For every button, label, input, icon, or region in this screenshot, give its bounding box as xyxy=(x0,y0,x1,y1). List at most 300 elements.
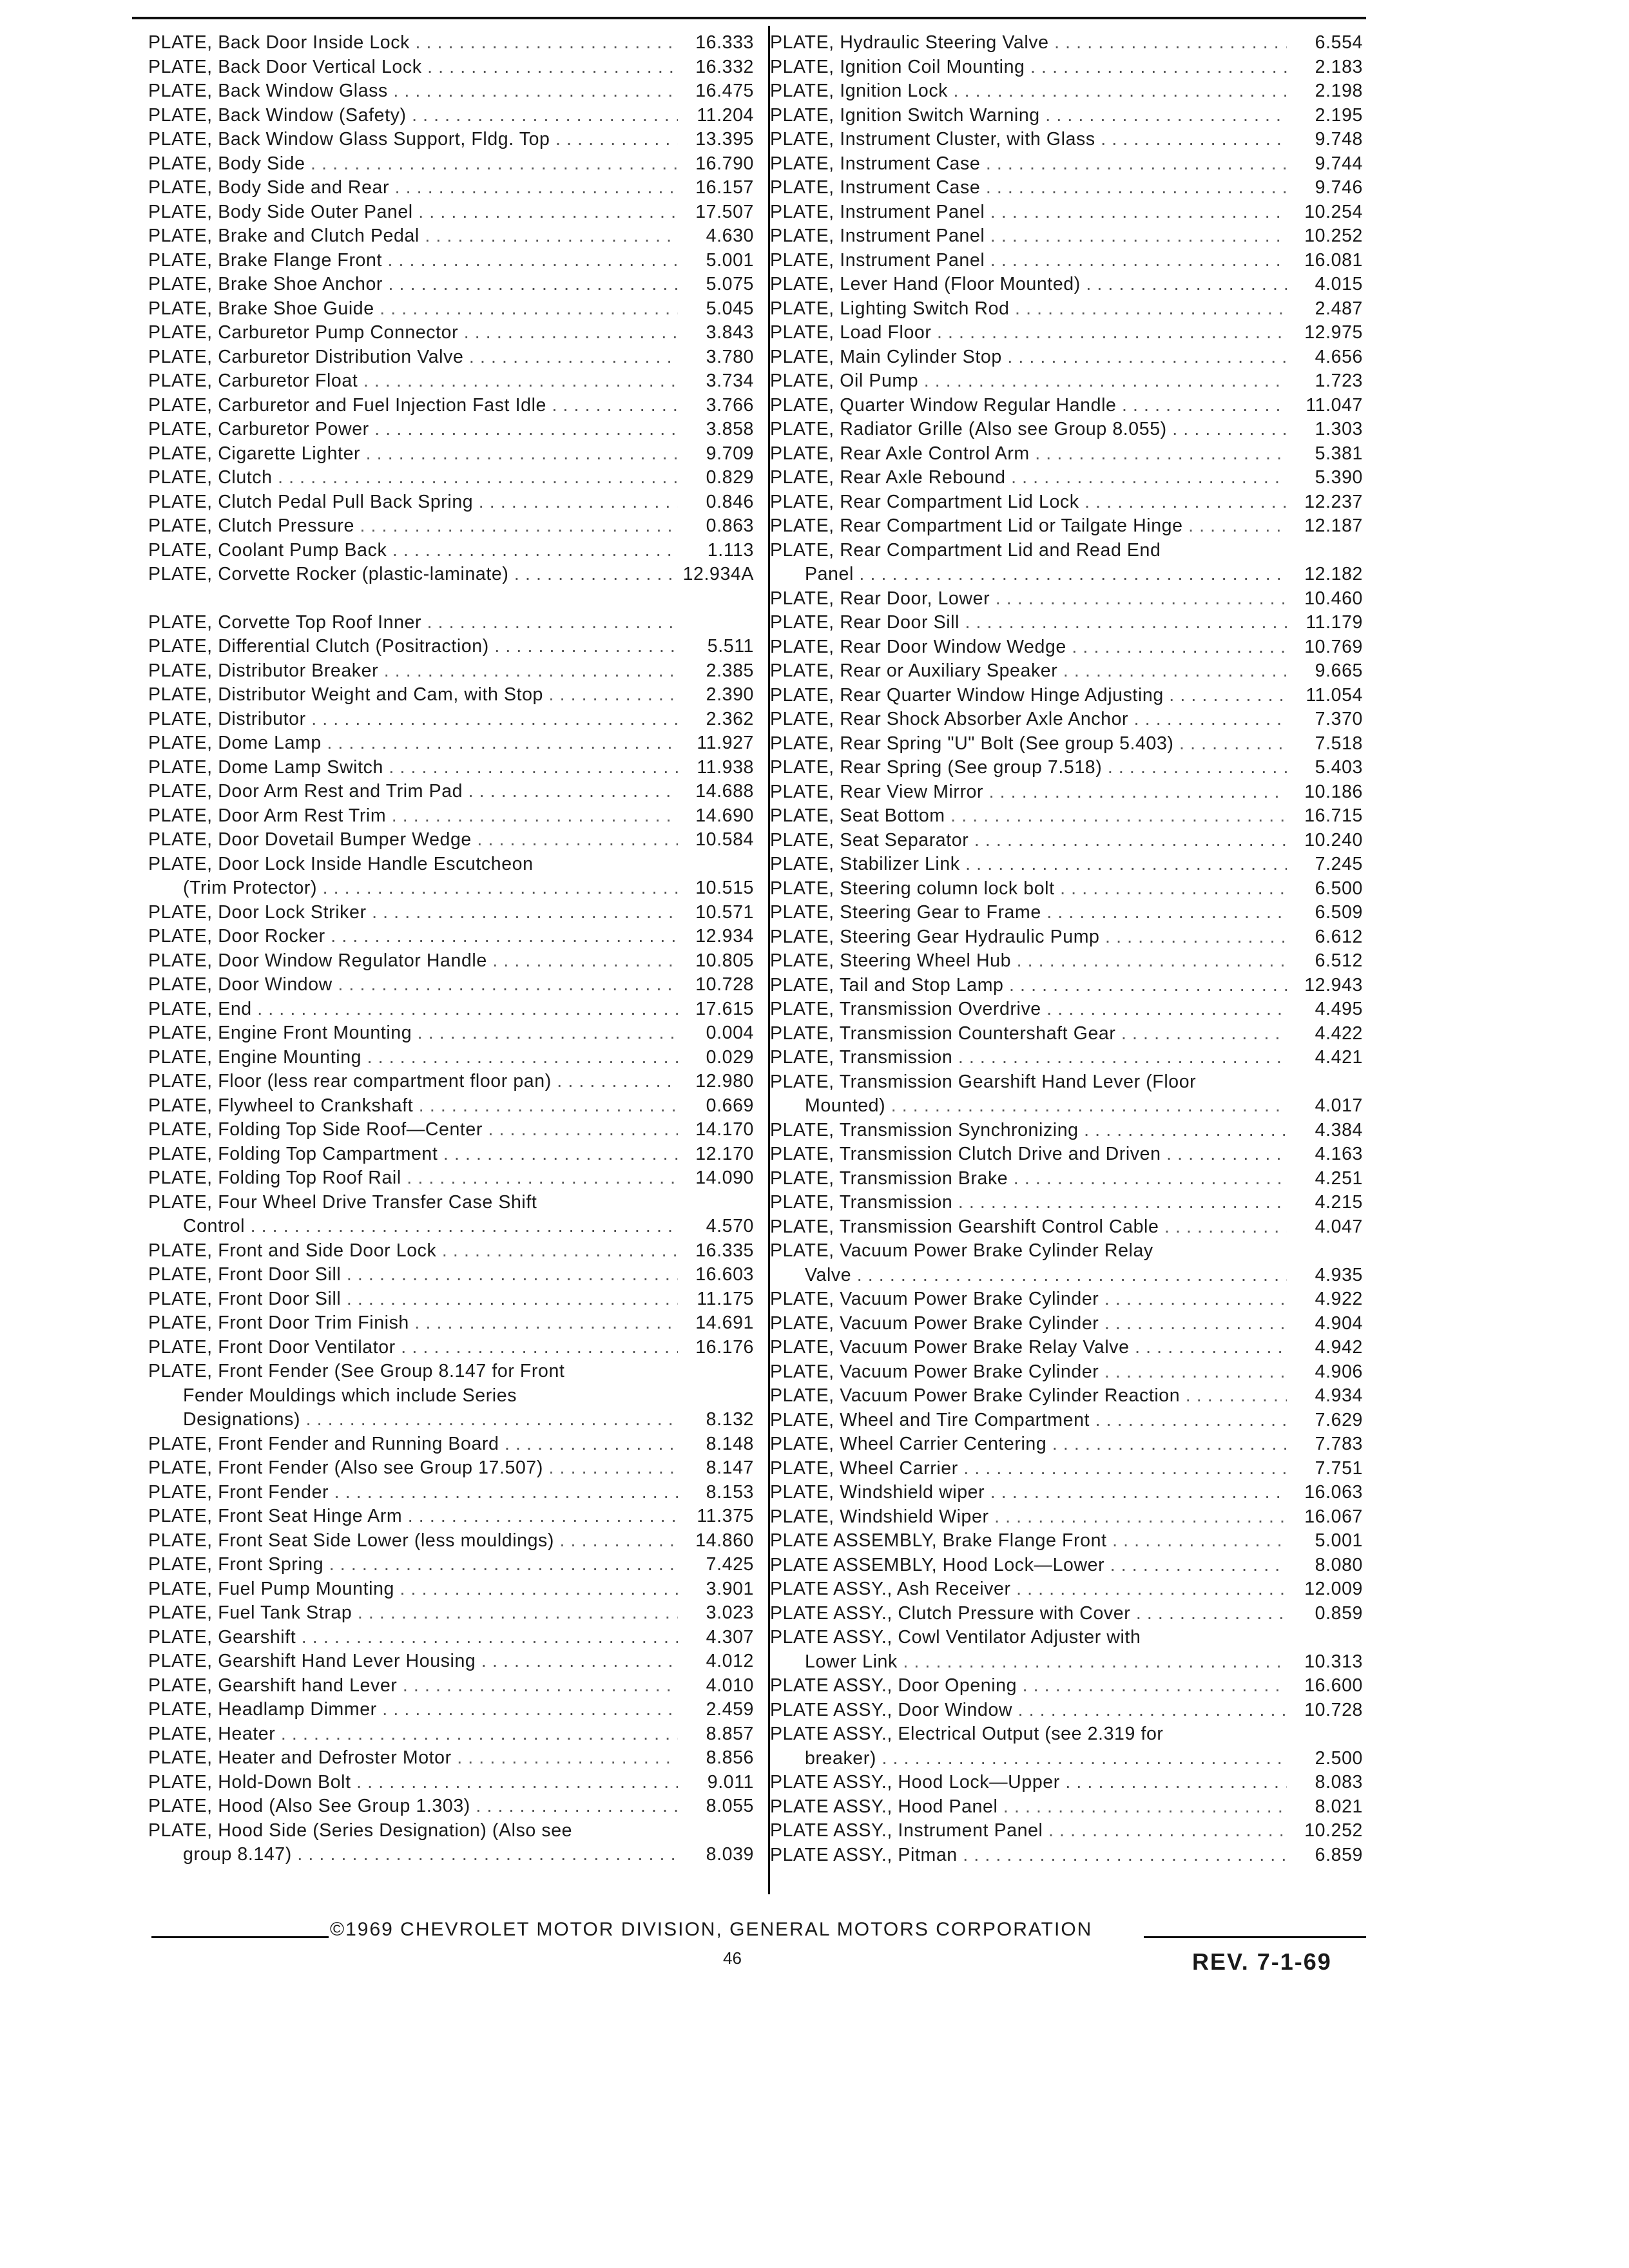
entry-name: PLATE ASSY., Hood Panel . . . xyxy=(770,1795,1287,1820)
index-entry xyxy=(770,1553,1363,1578)
index-entry xyxy=(148,1819,754,1867)
index-entry xyxy=(148,1504,754,1529)
index-entry xyxy=(148,514,754,539)
entry-name: PLATE, Front Seat Hinge Arm . . . xyxy=(148,1504,678,1529)
entry-name: PLATE, Distributor Breaker . . . xyxy=(148,659,678,684)
entry-continuation xyxy=(148,1408,754,1432)
index-entry xyxy=(148,1626,754,1650)
entry-name: PLATE, Hood (Also See Group 1.303) . . . xyxy=(148,1794,678,1819)
index-entry xyxy=(770,925,1363,950)
entry-name: PLATE, Engine Mounting . . . xyxy=(148,1046,678,1070)
index-entry xyxy=(148,394,754,418)
entry-group-number: 8.132 xyxy=(706,1409,754,1430)
entry-group-number: 8.080 xyxy=(1315,1554,1363,1575)
entry-group-number: 16.063 xyxy=(1304,1482,1363,1503)
entry-group-number: 3.023 xyxy=(706,1602,754,1623)
index-entry xyxy=(148,707,754,732)
entry-name-continued: breaker) . . . xyxy=(770,1747,1287,1771)
index-entry xyxy=(148,200,754,225)
index-entry xyxy=(148,1287,754,1312)
entry-name: PLATE, Front Door Sill . . . xyxy=(148,1263,678,1287)
index-entry xyxy=(148,249,754,273)
entry-name: PLATE, Radiator Grille (Also see Group 8.055) . . . xyxy=(770,418,1287,442)
entry-name: PLATE, Hood Side (Series Designation) (Also see xyxy=(148,1820,573,1841)
entry-group-number: 0.669 xyxy=(706,1095,754,1116)
entry-group-number: 9.746 xyxy=(1315,177,1363,198)
index-entry xyxy=(148,1577,754,1602)
entry-name: PLATE, Windshield wiper . . . xyxy=(770,1481,1287,1505)
footer-rule-left xyxy=(151,1936,329,1938)
index-entry xyxy=(148,1191,754,1239)
entry-group-number: 2.390 xyxy=(706,684,754,705)
index-entry xyxy=(770,539,1363,587)
index-entry xyxy=(148,1698,754,1722)
index-entry xyxy=(148,1118,754,1142)
entry-name: PLATE, Brake Flange Front . . . xyxy=(148,249,678,273)
index-entry xyxy=(148,611,754,635)
entry-group-number: 4.906 xyxy=(1315,1361,1363,1382)
entry-name: PLATE, Quarter Window Regular Handle . . . xyxy=(770,394,1287,418)
entry-name: PLATE, Front Seat Side Lower (less mouldings) . . . xyxy=(148,1529,678,1553)
entry-name: PLATE, End . . . xyxy=(148,997,678,1022)
entry-name: PLATE, Door Window Regulator Handle . . . xyxy=(148,949,678,974)
index-entry xyxy=(770,780,1363,805)
entry-group-number: 10.571 xyxy=(695,901,754,923)
index-entry xyxy=(148,1771,754,1795)
entry-name: PLATE, Rear View Mirror . . . xyxy=(770,780,1287,805)
index-entry xyxy=(770,1674,1363,1698)
entry-group-number: 0.004 xyxy=(706,1023,754,1043)
entry-name: PLATE, Vacuum Power Brake Cylinder . . . xyxy=(770,1287,1287,1312)
index-entry xyxy=(148,1239,754,1264)
entry-name: PLATE, Instrument Panel . . . xyxy=(770,200,1287,225)
entry-name: PLATE, Wheel and Tire Compartment . . . xyxy=(770,1408,1287,1433)
entry-group-number: 3.901 xyxy=(706,1578,754,1599)
entry-group-number: 8.857 xyxy=(706,1723,754,1744)
entry-continuation xyxy=(770,562,1363,587)
entry-group-number: 10.240 xyxy=(1304,829,1363,850)
entry-group-number: 13.395 xyxy=(695,129,754,149)
entry-group-number: 11.175 xyxy=(697,1288,754,1309)
entry-name: PLATE, Back Window Glass . . . xyxy=(148,79,678,104)
entry-name: PLATE, Front Door Sill . . . xyxy=(148,1287,678,1312)
entry-group-number: 4.922 xyxy=(1315,1289,1363,1309)
entry-group-number: 11.179 xyxy=(1306,612,1363,633)
index-entry xyxy=(770,394,1363,418)
entry-name: PLATE ASSY., Door Opening . . . xyxy=(770,1674,1287,1698)
entry-group-number: 5.075 xyxy=(706,274,754,294)
index-entry xyxy=(770,1457,1363,1481)
index-entry xyxy=(770,369,1363,394)
entry-group-number: 16.790 xyxy=(695,153,754,174)
entry-name: PLATE, Front Spring . . . xyxy=(148,1553,678,1577)
entry-group-number: 12.182 xyxy=(1304,564,1363,584)
revision-date: REV. 7-1-69 xyxy=(1192,1948,1332,1975)
index-entry xyxy=(770,79,1363,104)
entry-name: PLATE, Oil Pump . . . xyxy=(770,369,1287,394)
entry-group-number: 1.723 xyxy=(1315,370,1363,391)
entry-group-number: 1.303 xyxy=(1315,419,1363,439)
entry-name: PLATE, Distributor . . . xyxy=(148,707,678,732)
entry-name: PLATE, Wheel Carrier Centering . . . xyxy=(770,1432,1287,1457)
entry-group-number: 10.252 xyxy=(1304,1820,1363,1841)
entry-group-number: 4.251 xyxy=(1315,1168,1363,1189)
entry-name: PLATE, Main Cylinder Stop . . . xyxy=(770,345,1287,370)
index-entry xyxy=(770,804,1363,829)
entry-name: PLATE, Steering Gear Hydraulic Pump . . . xyxy=(770,925,1287,950)
index-entry xyxy=(148,562,754,587)
entry-name-continued: group 8.147) . . . xyxy=(148,1843,678,1867)
entry-group-number: 14.170 xyxy=(695,1119,754,1140)
index-entry xyxy=(148,925,754,949)
entry-group-number: 9.748 xyxy=(1315,129,1363,149)
entry-continuation xyxy=(148,876,754,901)
entry-name: PLATE, Door Dovetail Bumper Wedge . . . xyxy=(148,828,678,852)
entry-name: PLATE, Steering Gear to Frame . . . xyxy=(770,901,1287,925)
entry-name-continued: Valve . . . xyxy=(770,1264,1287,1288)
entry-group-number: 12.943 xyxy=(1304,974,1363,995)
entry-group-number: 12.170 xyxy=(695,1143,754,1164)
entry-name: PLATE, Front Fender and Running Board . . . xyxy=(148,1432,678,1457)
entry-group-number: 6.859 xyxy=(1315,1844,1363,1865)
index-entry xyxy=(770,273,1363,297)
index-entry xyxy=(148,539,754,563)
index-entry xyxy=(148,1263,754,1287)
entry-group-number: 3.734 xyxy=(706,370,754,391)
entry-group-number: 7.370 xyxy=(1315,709,1363,729)
entry-group-number: 6.512 xyxy=(1315,950,1363,971)
entry-group-number: 11.047 xyxy=(1306,394,1363,416)
index-entry xyxy=(148,1553,754,1577)
entry-name: PLATE, Rear Shock Absorber Axle Anchor . . . xyxy=(770,707,1287,732)
entry-name: PLATE, Engine Front Mounting . . . xyxy=(148,1021,678,1046)
entry-name: PLATE, Back Door Inside Lock . . . xyxy=(148,31,678,55)
left-column xyxy=(148,31,754,1867)
entry-name: PLATE, Instrument Case . . . xyxy=(770,176,1287,200)
index-entry xyxy=(770,490,1363,515)
entry-name: PLATE, Carburetor Float . . . xyxy=(148,369,678,394)
entry-name: PLATE, Instrument Cluster, with Glass . . . xyxy=(770,128,1287,152)
entry-group-number: 3.843 xyxy=(706,322,754,343)
index-entry xyxy=(770,901,1363,925)
entry-continuation xyxy=(148,1215,754,1239)
entry-group-number: 12.975 xyxy=(1304,322,1363,343)
entry-group-number: 5.381 xyxy=(1315,443,1363,464)
entry-name: PLATE, Dome Lamp . . . xyxy=(148,731,678,756)
index-entry xyxy=(770,732,1363,756)
entry-name: PLATE, Fuel Tank Strap . . . xyxy=(148,1601,678,1626)
index-entry xyxy=(148,152,754,177)
entry-group-number: 2.487 xyxy=(1315,298,1363,319)
right-column xyxy=(770,31,1363,1867)
entry-name: PLATE, Corvette Top Roof Inner . . . xyxy=(148,611,678,635)
index-entry xyxy=(770,176,1363,200)
entry-group-number: 8.856 xyxy=(706,1747,754,1768)
entry-name: PLATE, Steering Wheel Hub . . . xyxy=(770,949,1287,974)
entry-group-number: 7.783 xyxy=(1315,1434,1363,1454)
entry-group-number: 14.090 xyxy=(695,1168,754,1188)
entry-continuation xyxy=(148,1843,754,1867)
index-entry xyxy=(770,1046,1363,1070)
entry-group-number: 2.385 xyxy=(706,660,754,681)
index-entry xyxy=(770,1239,1363,1287)
index-entry xyxy=(770,1602,1363,1626)
entry-name: PLATE, Door Rocker . . . xyxy=(148,925,678,949)
entry-group-number: 8.153 xyxy=(706,1481,754,1503)
entry-group-number: 16.600 xyxy=(1304,1675,1363,1696)
entry-name: PLATE, Dome Lamp Switch . . . xyxy=(148,756,678,780)
entry-group-number: 4.307 xyxy=(706,1626,754,1648)
entry-name: PLATE, Fuel Pump Mounting . . . xyxy=(148,1577,678,1602)
index-entry xyxy=(148,1094,754,1119)
entry-name: PLATE, Rear Door, Lower . . . xyxy=(770,587,1287,611)
entry-group-number: 11.375 xyxy=(697,1506,754,1526)
entry-group-number: 8.148 xyxy=(706,1433,754,1454)
index-entry xyxy=(770,1142,1363,1167)
entry-group-number: 8.021 xyxy=(1315,1796,1363,1817)
entry-name: PLATE, Front and Side Door Lock . . . xyxy=(148,1239,678,1264)
entry-name: PLATE, Front Door Trim Finish . . . xyxy=(148,1311,678,1336)
entry-name: PLATE, Transmission Clutch Drive and Driven . . . xyxy=(770,1142,1287,1167)
entry-group-number: 4.422 xyxy=(1315,1023,1363,1044)
index-entry xyxy=(148,828,754,852)
index-entry xyxy=(770,224,1363,249)
entry-group-number: 6.612 xyxy=(1315,926,1363,947)
entry-group-number: 11.054 xyxy=(1306,684,1363,706)
entry-name: PLATE, Transmission Overdrive . . . xyxy=(770,997,1287,1022)
index-entry xyxy=(770,1626,1363,1674)
entry-name: PLATE, Body Side and Rear . . . xyxy=(148,176,678,200)
index-entry xyxy=(770,659,1363,684)
entry-name: PLATE, Rear Compartment Lid Lock . . . xyxy=(770,490,1287,515)
index-entry xyxy=(148,418,754,442)
index-entry xyxy=(770,249,1363,273)
entry-continuation xyxy=(770,1650,1363,1675)
index-entry xyxy=(770,1287,1363,1312)
index-entry xyxy=(770,1312,1363,1336)
entry-group-number: 4.017 xyxy=(1315,1095,1363,1116)
index-entry xyxy=(148,79,754,104)
index-entry xyxy=(148,949,754,974)
entry-name: PLATE ASSY., Clutch Pressure with Cover . . . xyxy=(770,1602,1287,1626)
index-entry xyxy=(148,1722,754,1747)
index-entry xyxy=(770,55,1363,80)
entry-name: PLATE, Heater . . . xyxy=(148,1722,678,1747)
index-entry xyxy=(148,901,754,925)
entry-name: PLATE, Front Door Ventilator . . . xyxy=(148,1336,678,1360)
index-entry xyxy=(148,273,754,297)
index-entry xyxy=(770,1795,1363,1820)
entry-group-number: 10.728 xyxy=(695,974,754,995)
entry-name: PLATE, Instrument Panel . . . xyxy=(770,224,1287,249)
index-entry xyxy=(148,1336,754,1360)
index-entry xyxy=(148,55,754,80)
entry-name-continued: Lower Link . . . xyxy=(770,1650,1287,1675)
entry-group-number: 4.010 xyxy=(706,1675,754,1696)
index-entry xyxy=(770,1505,1363,1530)
index-entry xyxy=(148,442,754,466)
index-entry xyxy=(148,1046,754,1070)
entry-group-number: 4.163 xyxy=(1315,1144,1363,1164)
entry-group-number: 5.403 xyxy=(1315,757,1363,778)
entry-name: PLATE, Rear Axle Control Arm . . . xyxy=(770,442,1287,466)
entry-group-number: 12.934A xyxy=(682,564,754,584)
entry-name: PLATE, Rear Spring "U" Bolt (See group 5.403) . . . xyxy=(770,732,1287,756)
entry-continuation xyxy=(770,1264,1363,1288)
entry-name: PLATE, Folding Top Roof Rail . . . xyxy=(148,1166,678,1191)
entry-group-number: 7.629 xyxy=(1315,1409,1363,1430)
entry-group-number: 0.829 xyxy=(706,467,754,488)
entry-name: PLATE, Door Window . . . xyxy=(148,973,678,997)
entry-group-number: 5.045 xyxy=(706,298,754,319)
entry-name: PLATE, Transmission Gearshift Hand Lever (Floor xyxy=(770,1071,1197,1092)
entry-name: PLATE ASSEMBLY, Hood Lock—Lower . . . xyxy=(770,1553,1287,1578)
entry-group-number: 9.744 xyxy=(1315,153,1363,174)
entry-name: PLATE, Rear or Auxiliary Speaker . . . xyxy=(770,659,1287,684)
entry-group-number: 6.500 xyxy=(1315,878,1363,899)
entry-name: PLATE, Rear Spring (See group 7.518) . . . xyxy=(770,756,1287,780)
entry-name: PLATE, Transmission Brake . . . xyxy=(770,1167,1287,1191)
entry-group-number: 11.204 xyxy=(697,104,754,126)
index-entry xyxy=(770,587,1363,611)
index-entry xyxy=(770,829,1363,853)
entry-name: PLATE, Brake and Clutch Pedal . . . xyxy=(148,224,678,249)
entry-group-number: 2.362 xyxy=(706,708,754,729)
entry-name: PLATE, Transmission Synchronizing . . . xyxy=(770,1119,1287,1143)
index-entry xyxy=(770,756,1363,780)
entry-name: PLATE, Ignition Lock . . . xyxy=(770,79,1287,104)
entry-group-number: 16.603 xyxy=(695,1264,754,1285)
entry-group-number: 14.688 xyxy=(695,781,754,802)
index-entry xyxy=(148,780,754,804)
entry-group-number: 1.113 xyxy=(707,539,754,561)
entry-name: PLATE, Door Lock Striker . . . xyxy=(148,901,678,925)
entry-group-number: 10.728 xyxy=(1304,1699,1363,1720)
entry-group-number: 16.715 xyxy=(1304,805,1363,826)
entry-name: PLATE ASSY., Instrument Panel . . . xyxy=(770,1819,1287,1843)
index-entry xyxy=(770,974,1363,998)
entry-group-number: 16.332 xyxy=(695,56,754,77)
entry-name: PLATE, Heater and Defroster Motor . . . xyxy=(148,1746,678,1771)
index-entry xyxy=(148,1746,754,1771)
entry-continuation xyxy=(770,1747,1363,1771)
entry-group-number: 12.980 xyxy=(695,1071,754,1091)
entry-group-number: 4.656 xyxy=(1315,346,1363,367)
index-entry xyxy=(770,200,1363,225)
index-entry xyxy=(770,1119,1363,1143)
entry-group-number: 7.425 xyxy=(706,1554,754,1575)
entry-name: PLATE, Door Arm Rest Trim . . . xyxy=(148,804,678,829)
index-entry xyxy=(148,176,754,200)
entry-name: PLATE, Transmission Gearshift Control Cable . . . xyxy=(770,1215,1287,1240)
copyright-line: ©1969 CHEVROLET MOTOR DIVISION, GENERAL MOTORS CORPORATION xyxy=(330,1919,1093,1940)
entry-group-number: 0.863 xyxy=(706,515,754,536)
index-entry xyxy=(148,1360,754,1432)
entry-group-number: 7.751 xyxy=(1315,1457,1363,1479)
entry-group-number: 4.015 xyxy=(1315,274,1363,294)
entry-group-number: 5.001 xyxy=(706,249,754,271)
entry-name: PLATE ASSY., Pitman . . . xyxy=(770,1843,1287,1868)
index-entry xyxy=(770,152,1363,177)
entry-group-number: 16.335 xyxy=(695,1240,754,1261)
entry-name: PLATE, Back Window Glass Support, Fldg. Top . . . xyxy=(148,128,678,152)
index-entry xyxy=(148,1432,754,1457)
entry-name-continued: Designations) . . . xyxy=(148,1408,678,1432)
entry-group-number: 4.934 xyxy=(1315,1385,1363,1406)
index-entry xyxy=(148,1601,754,1626)
index-entry xyxy=(148,1456,754,1481)
index-entry xyxy=(770,877,1363,901)
entry-name: PLATE, Rear Compartment Lid or Tailgate Hinge . . . xyxy=(770,514,1287,539)
entry-name: PLATE, Cigarette Lighter . . . xyxy=(148,442,678,466)
index-entry xyxy=(770,1336,1363,1360)
entry-group-number: 7.245 xyxy=(1315,854,1363,874)
entry-group-number: 7.518 xyxy=(1315,733,1363,754)
index-entry xyxy=(148,756,754,780)
index-entry xyxy=(770,611,1363,635)
index-entry xyxy=(770,1022,1363,1046)
index-entry xyxy=(770,297,1363,322)
index-entry xyxy=(148,852,754,901)
entry-name-continued: Fender Mouldings which include Series xyxy=(183,1385,517,1406)
index-entry xyxy=(770,418,1363,442)
entry-group-number: 8.039 xyxy=(706,1844,754,1865)
entry-name: PLATE, Lever Hand (Floor Mounted) . . . xyxy=(770,273,1287,297)
index-entry xyxy=(148,1481,754,1505)
entry-name: PLATE, Carburetor and Fuel Injection Fast Idle . . . xyxy=(148,394,678,418)
entry-group-number: 0.846 xyxy=(706,491,754,512)
index-entry xyxy=(148,31,754,55)
entry-group-number: 6.509 xyxy=(1315,902,1363,923)
entry-group-number: 4.935 xyxy=(1315,1264,1363,1285)
entry-name: PLATE ASSY., Hood Lock—Upper . . . xyxy=(770,1771,1287,1795)
entry-name: PLATE, Body Side . . . xyxy=(148,152,678,177)
index-entry xyxy=(148,997,754,1022)
index-entry xyxy=(148,466,754,490)
index-entry xyxy=(770,684,1363,708)
entry-group-number: 2.459 xyxy=(706,1699,754,1720)
entry-name: PLATE, Stabilizer Link . . . xyxy=(770,852,1287,877)
entry-name: PLATE, Brake Shoe Guide . . . xyxy=(148,297,678,322)
entry-group-number: 9.665 xyxy=(1315,660,1363,681)
entry-name: PLATE, Four Wheel Drive Transfer Case Shift xyxy=(148,1191,537,1213)
index-entry xyxy=(770,466,1363,490)
entry-group-number: 16.157 xyxy=(695,177,754,198)
entry-name: PLATE, Flywheel to Crankshaft . . . xyxy=(148,1094,678,1119)
index-entry xyxy=(770,1167,1363,1191)
entry-name: PLATE, Seat Bottom . . . xyxy=(770,804,1287,829)
entry-group-number: 14.691 xyxy=(695,1312,754,1333)
entry-name: PLATE, Vacuum Power Brake Cylinder . . . xyxy=(770,1360,1287,1385)
entry-name: PLATE, Hydraulic Steering Valve . . . xyxy=(770,31,1287,55)
entry-name: PLATE, Tail and Stop Lamp . . . xyxy=(770,974,1287,998)
entry-name: PLATE, Vacuum Power Brake Cylinder Reaction . . . xyxy=(770,1384,1287,1408)
entry-group-number: 4.215 xyxy=(1315,1192,1363,1213)
index-entry xyxy=(148,635,754,659)
entry-group-number: 4.570 xyxy=(706,1216,754,1236)
entry-group-number: 16.475 xyxy=(695,81,754,101)
entry-name: PLATE, Rear Compartment Lid and Read End xyxy=(770,539,1161,561)
entry-name: PLATE, Transmission . . . xyxy=(770,1046,1287,1070)
entry-name: PLATE, Door Arm Rest and Trim Pad . . . xyxy=(148,780,678,804)
entry-group-number: 10.186 xyxy=(1304,781,1363,802)
entry-group-number: 5.390 xyxy=(1315,467,1363,488)
entry-name: PLATE, Carburetor Distribution Valve . . . xyxy=(148,345,678,370)
index-entry xyxy=(148,1794,754,1819)
index-entry xyxy=(148,1166,754,1191)
entry-group-number: 17.615 xyxy=(695,998,754,1019)
entry-name: PLATE, Brake Shoe Anchor . . . xyxy=(148,273,678,297)
